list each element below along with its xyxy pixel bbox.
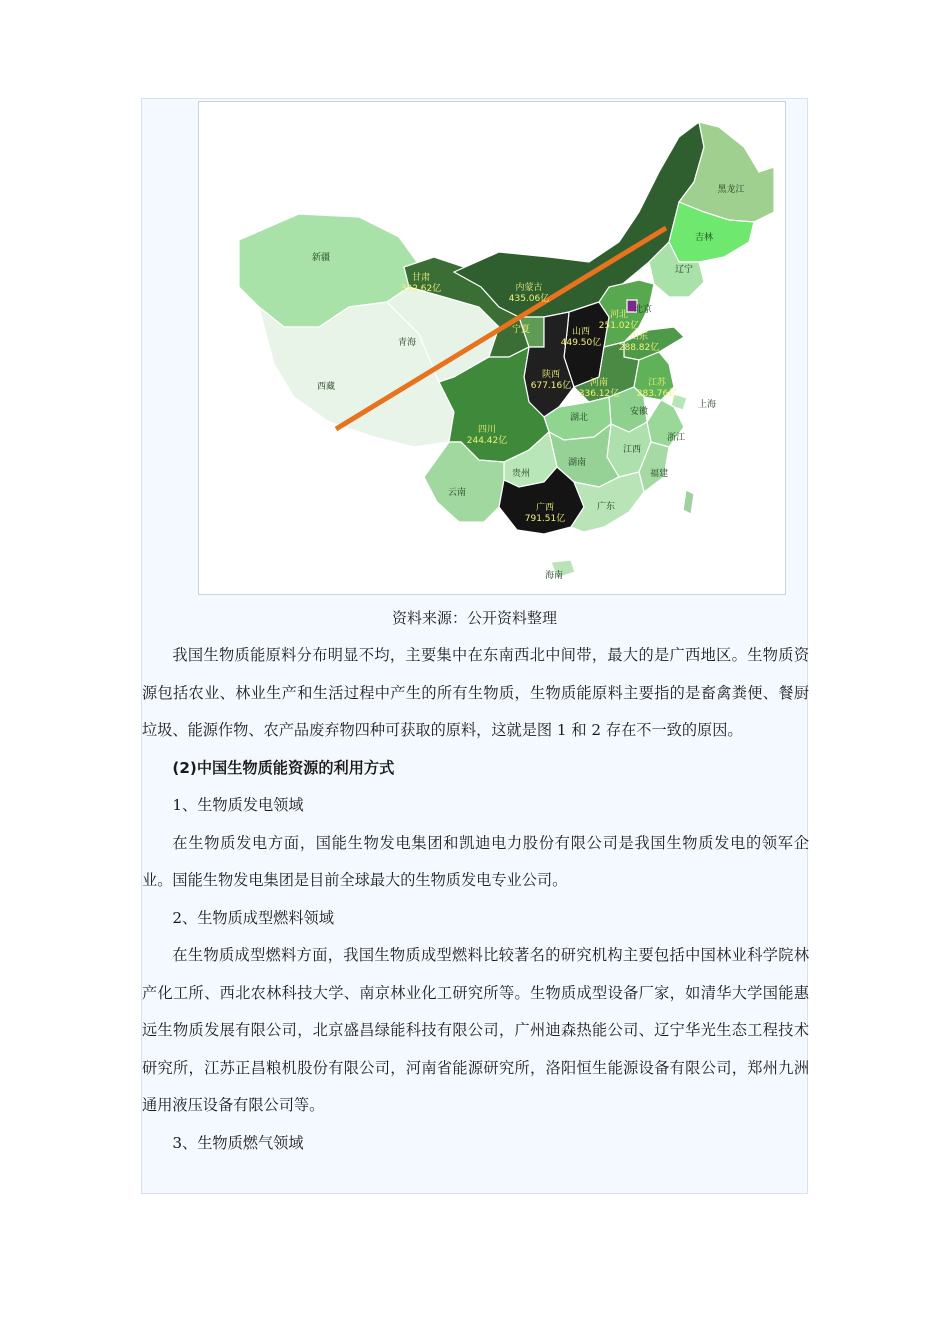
region-value-guangxi: 791.51亿 (524, 514, 566, 524)
region-label-guangdong: 广东 (596, 502, 616, 512)
paragraph-power: 在生物质发电方面，国能生物发电集团和凯迪电力股份有限公司是我国生物质发电的领军企业。国能生物发电集团是目前全球最大的生物质发电专业公司。 (142, 833, 809, 889)
subheading-power: 1、生物质发电领域 (172, 796, 304, 814)
content-frame (141, 98, 808, 1194)
region-label-fujian: 福建 (649, 469, 669, 479)
region-value-shanxi_jin: 449.50亿 (560, 338, 602, 348)
region-label-hainan: 海南 (544, 571, 564, 581)
region-label-shanxi_jin: 山西 (571, 327, 591, 337)
region-label-zhejiang: 浙江 (666, 433, 686, 443)
region-label-gansu: 甘肃 (411, 273, 431, 283)
region-label-heilongjiang: 黑龙江 (717, 185, 745, 195)
region-label-shandong: 山东 (629, 332, 649, 342)
region-value-gansu: 332.62亿 (400, 284, 442, 294)
region-value-sichuan: 244.42亿 (466, 436, 508, 446)
region-label-xizang: 西藏 (316, 382, 336, 392)
region-label-liaoning: 辽宁 (674, 265, 694, 275)
region-label-hubei: 湖北 (569, 413, 589, 423)
region-label-qinghai: 青海 (397, 338, 417, 348)
region-label-henan: 河南 (589, 378, 609, 388)
body-text (142, 637, 809, 1162)
region-label-shaanxi: 陕西 (541, 370, 561, 380)
region-value-jiangsu: 283.76亿 (636, 389, 678, 399)
region-label-xinjiang: 新疆 (311, 253, 331, 263)
region-label-jiangxi: 江西 (622, 445, 642, 455)
china-biomass-map (198, 101, 786, 595)
region-value-henan: 336.12亿 (578, 389, 620, 399)
region-value-hebei: 251.02亿 (598, 321, 640, 331)
region-label-hebei: 河北 (609, 310, 629, 320)
region-label-beijing: 北京 (633, 305, 653, 315)
region-taiwan (683, 490, 694, 514)
region-label-ningxia: 宁夏 (511, 325, 531, 335)
region-label-guizhou: 贵州 (511, 469, 531, 479)
subheading-gas: 3、生物质燃气领域 (172, 1133, 304, 1152)
region-label-guangxi: 广西 (535, 503, 555, 513)
region-label-jilin: 吉林 (694, 233, 714, 243)
subheading-briquette: 2、生物质成型燃料领域 (172, 908, 334, 927)
region-label-neimenggu: 内蒙古 (515, 283, 543, 293)
section-heading-utilization: (2)中国生物质能资源的利用方式 (172, 758, 395, 777)
paragraph-distribution: 我国生物质能原料分布明显不均，主要集中在东南西北中间带，最大的是广西地区。生物质资源包括农业、林业生产和生活过程中产生的所有生物质，生物质能原料主要指的是畜禽粪便、餐厨垃圾、能源作物、农产品废弃物四种可获取的原料，这就是图 1 和 2 存在不一致的原因。 (142, 646, 809, 739)
region-label-shanghai: 上海 (697, 400, 717, 410)
region-label-sichuan: 四川 (477, 425, 497, 435)
region-value-shaanxi: 677.16亿 (530, 381, 572, 391)
region-label-anhui: 安徽 (629, 407, 649, 417)
region-label-jiangsu: 江苏 (647, 378, 667, 388)
region-value-neimenggu: 435.06亿 (508, 294, 550, 304)
paragraph-briquette: 在生物质成型燃料方面，我国生物质成型燃料比较著名的研究机构主要包括中国林业科学院林产化工所、西北农林科技大学、南京林业化工研究所等。生物质成型设备厂家，如清华大学国能惠远生物质发展有限公司，北京盛昌绿能科技有限公司，广州迪森热能公司、辽宁华光生态工程技术研究所，江苏正昌粮机股份有限公司，河南省能源研究所，洛阳恒生能源设备有限公司，郑州九洲通用液压设备有限公司等。 (142, 946, 809, 1114)
map-svg (199, 102, 785, 594)
map-caption: 资料来源：公开资料整理 (391, 609, 557, 627)
region-label-yunnan: 云南 (447, 488, 467, 498)
region-value-shandong: 288.82亿 (618, 343, 660, 353)
region-label-hunan: 湖南 (567, 458, 587, 468)
